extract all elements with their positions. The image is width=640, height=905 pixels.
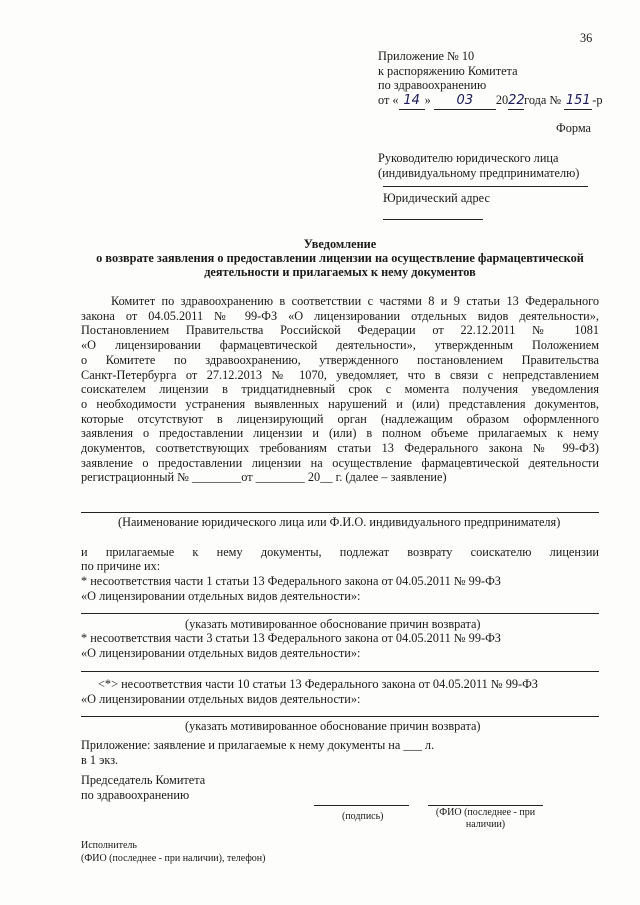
day-value: 14 (403, 93, 420, 109)
number-field (564, 93, 592, 110)
reason-1-blank-line (81, 613, 599, 614)
addressee-name-line (383, 186, 588, 187)
addressee-line-2: (индивидуальному предпринимателю) (378, 166, 580, 180)
chairman-line-1: Председатель Комитета (81, 773, 206, 787)
appendix-line-1: Приложение № 10 (378, 49, 475, 63)
address-line (383, 219, 483, 220)
name-line (81, 512, 599, 513)
number-suffix: -р (592, 93, 603, 108)
body-line: заявления о предоставлении лицензии и (или) в полном объеме прилагаемых к нему (81, 426, 599, 441)
justify-caption-1: (указать мотивированное обоснование причин возврата) (185, 617, 481, 631)
appendix-date-line (378, 93, 603, 108)
signature-line (314, 805, 409, 806)
reasons-label: по причине их: (81, 559, 161, 573)
body-line: документов, соответствующих требованиям статьи 13 Федерального закона № 99-ФЗ) (81, 441, 599, 456)
appendix-line-2: к распоряжению Комитета (378, 63, 518, 78)
body-line: о Комитете по здравоохранению, утвержденного постановлением Правительства (81, 352, 599, 367)
body-line: о необходимости устранения выявленных нарушений и (или) представления документов, (81, 396, 599, 411)
year-field (508, 93, 524, 110)
reason-1-line-2: «О лицензировании отдельных видов деятельности»: (81, 589, 361, 603)
fio-line (428, 805, 543, 806)
reason-2-line-2: «О лицензировании отдельных видов деятельности»: (81, 646, 361, 660)
appendix-block (378, 49, 603, 108)
reason-3-blank-line (81, 716, 599, 717)
year-prefix: 20 (495, 93, 509, 108)
signature-caption: (подпись) (342, 811, 384, 822)
attachment-line-1: Приложение: заявление и прилагаемые к нему документы на ___ л. (81, 738, 435, 752)
reason-3-line-1: <*> несоответствия части 10 статьи 13 Федерального закона от 04.05.2011 № 99-ФЗ (98, 677, 538, 691)
doc-subtitle-1: о возврате заявления о предоставлении лицензии на осуществление фармацевтической (96, 251, 584, 265)
body-line: «О лицензировании фармацевтической деятельности», утвержденным Положением (81, 338, 599, 353)
year-value: 22 (508, 93, 525, 109)
returned-line: и прилагаемые к нему документы, подлежат возврату соискателю лицензии (81, 545, 599, 559)
registration-line: регистрационный № ________от ________ 20__ г. (далее – заявление) (81, 470, 447, 485)
executor-label: Исполнитель (81, 840, 137, 851)
quote-close: » (424, 93, 431, 108)
fio-caption-line-2: наличии) (465, 819, 506, 830)
page-number: 36 (580, 31, 593, 45)
number-value: 151 (565, 93, 591, 109)
doc-title: Уведомление (303, 237, 377, 251)
day-field (399, 93, 425, 110)
doc-subtitle-2: деятельности и прилагаемых к нему документов (204, 265, 476, 279)
body-line: закона от 04.05.2011 № 99-ФЗ «О лицензировании отдельных видов деятельности», (81, 308, 599, 323)
body-line: заявление о предоставлении лицензии на осуществление фармацевтической деятельности (81, 455, 599, 470)
address-label: Юридический адрес (383, 191, 490, 205)
justify-caption-2: (указать мотивированное обоснование причин возврата) (185, 719, 481, 733)
month-field (434, 93, 496, 110)
executor-details: (ФИО (последнее - при наличии), телефон) (81, 853, 266, 864)
reason-1-line-1: * несоответствия части 1 статьи 13 Федерального закона от 04.05.2011 № 99-ФЗ (81, 574, 501, 588)
reason-2-blank-line (81, 671, 599, 672)
fio-caption-line-1: (ФИО (последнее - при (435, 807, 536, 818)
body-line: Санкт-Петербурга от 27.12.2013 № 1070, уведомляет, что в связи с непредставлением (81, 367, 599, 382)
reason-3-line-2: «О лицензировании отдельных видов деятельности»: (81, 692, 361, 706)
body-line: Комитет по здравоохранению в соответствии с частями 8 и 9 статьи 13 Федерального (111, 294, 599, 308)
body-paragraph (81, 294, 599, 485)
reason-2-line-1: * несоответствия части 3 статьи 13 Федерального закона от 04.05.2011 № 99-ФЗ (81, 631, 501, 645)
attachment-line-2: в 1 экз. (81, 753, 119, 767)
from-label: от « (378, 93, 399, 108)
number-label: № (549, 93, 562, 108)
form-label: Форма (556, 121, 591, 135)
name-caption: (Наименование юридического лица или Ф.И.О. индивидуального предпринимателя) (118, 515, 561, 529)
body-line: которые отсутствуют в лицензирующий орган (надлежащим образом оформленного (81, 411, 599, 426)
month-value: 03 (456, 93, 474, 109)
year-label: года (524, 93, 547, 108)
chairman-line-2: по здравоохранению (81, 788, 190, 802)
body-line: соискателем лицензии в тридцатидневный срок с момента получения уведомления (81, 382, 599, 397)
body-line: Постановлением Правительства Российской Федерации от 22.12.2011 № 1081 (81, 323, 599, 338)
appendix-line-3: по здравоохранению (378, 78, 487, 93)
addressee-line-1: Руководителю юридического лица (378, 151, 559, 165)
